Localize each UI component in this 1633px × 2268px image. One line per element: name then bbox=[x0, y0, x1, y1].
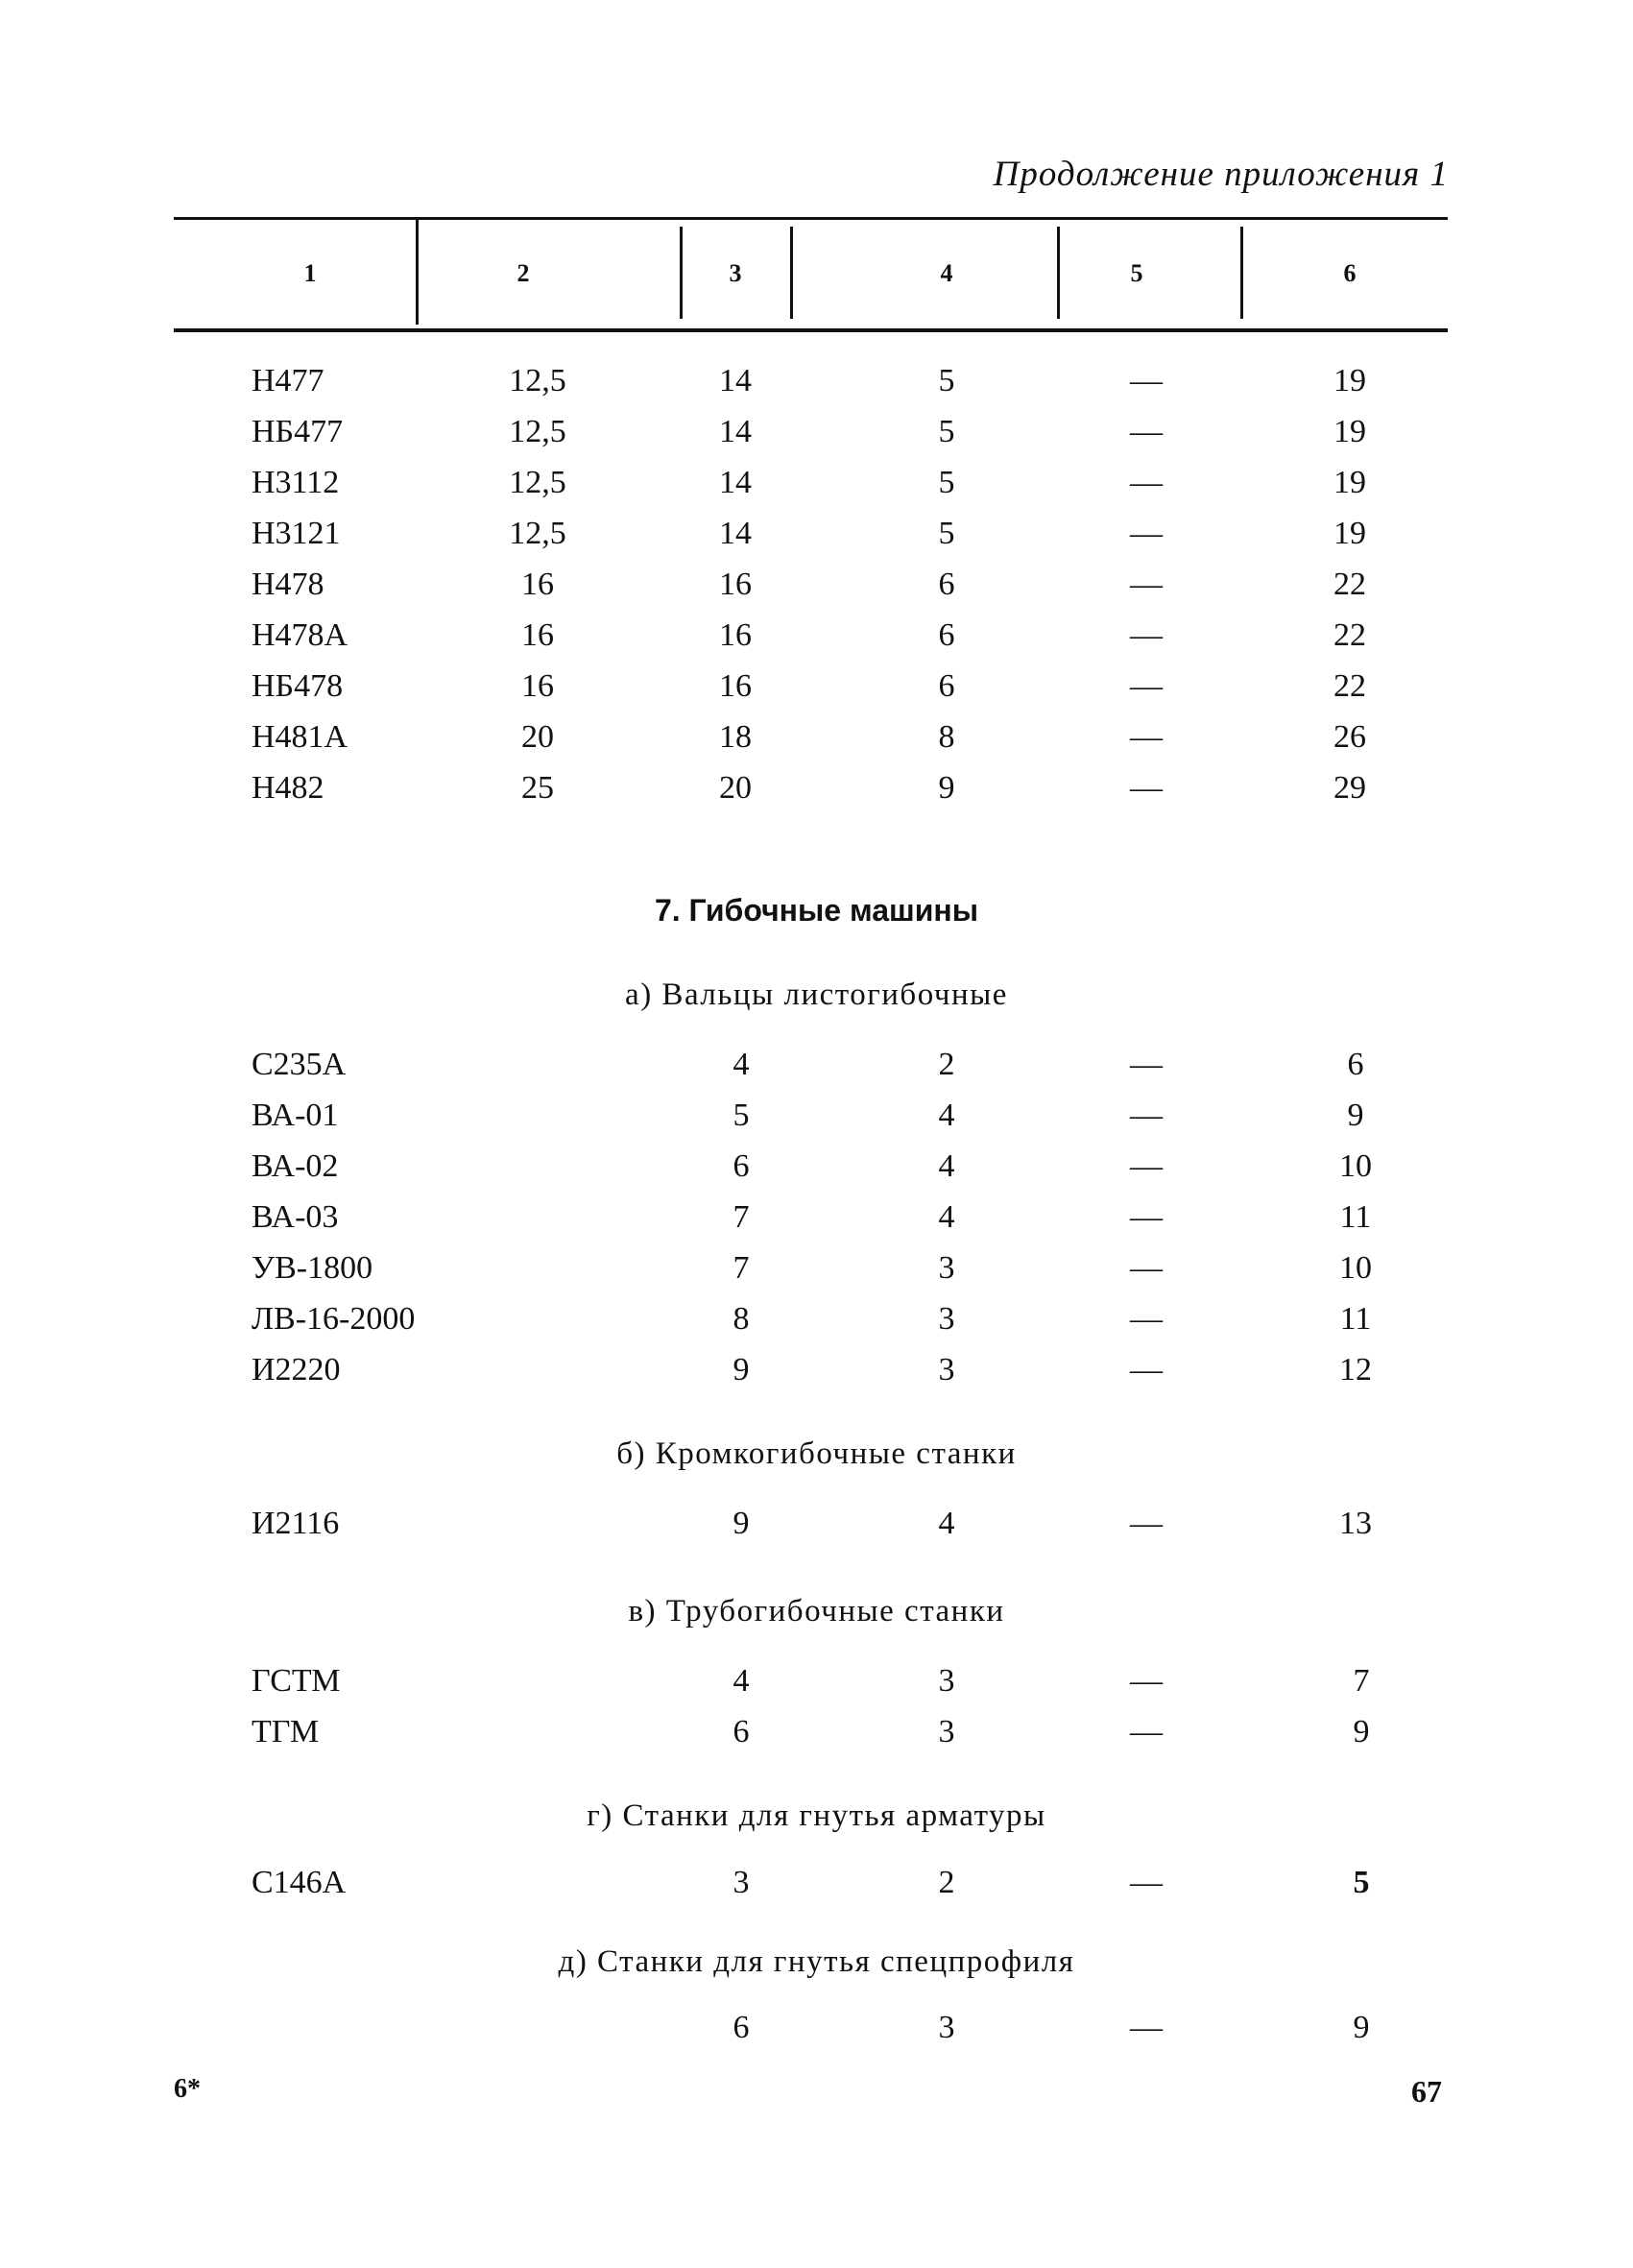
cell-col4: 4 bbox=[938, 1506, 955, 1541]
cell-col5: — bbox=[1130, 1098, 1163, 1133]
cell-col6: 9 bbox=[1347, 1098, 1364, 1133]
table-row bbox=[0, 1301, 1633, 1349]
column-header-5: 5 bbox=[1130, 259, 1143, 287]
cell-col4: 5 bbox=[938, 414, 955, 449]
cell-col5: — bbox=[1130, 719, 1163, 755]
cell-model: НБ477 bbox=[252, 414, 344, 449]
cell-col3: 4 bbox=[732, 1663, 750, 1699]
table-row bbox=[0, 465, 1633, 513]
column-header-2: 2 bbox=[516, 259, 530, 287]
cell-col6: 19 bbox=[1333, 363, 1366, 398]
cell-col6: 7 bbox=[1353, 1663, 1370, 1699]
cell-col6: 10 bbox=[1339, 1250, 1372, 1286]
cell-col6: 22 bbox=[1333, 567, 1366, 602]
cell-col5: — bbox=[1130, 2010, 1163, 2045]
subsection-title-g: г) Станки для гнутья арматуры bbox=[587, 1798, 1046, 1833]
cell-col5: — bbox=[1130, 1506, 1163, 1541]
column-divider bbox=[790, 227, 793, 319]
cell-col3: 16 bbox=[719, 567, 752, 602]
cell-col4: 3 bbox=[938, 1714, 955, 1749]
cell-col3: 9 bbox=[732, 1506, 750, 1541]
cell-col6: 19 bbox=[1333, 516, 1366, 551]
cell-model: Н3112 bbox=[252, 465, 340, 500]
cell-model: ТГМ bbox=[252, 1714, 320, 1749]
cell-model: Н482 bbox=[252, 770, 324, 806]
table-row bbox=[0, 770, 1633, 818]
cell-col4: 9 bbox=[938, 770, 955, 806]
cell-col4: 4 bbox=[938, 1199, 955, 1235]
cell-col5: — bbox=[1130, 1865, 1163, 1900]
cell-col6: 13 bbox=[1339, 1506, 1372, 1541]
cell-col3: 16 bbox=[719, 617, 752, 653]
cell-col3: 6 bbox=[732, 1714, 750, 1749]
cell-col6: 29 bbox=[1333, 770, 1366, 806]
cell-col2: 12,5 bbox=[509, 414, 566, 449]
cell-model: Н481А bbox=[252, 719, 348, 755]
cell-col6: 6 bbox=[1347, 1047, 1364, 1082]
page-number: 67 bbox=[1411, 2074, 1442, 2109]
cell-model: ВА-01 bbox=[252, 1098, 339, 1133]
cell-col4: 5 bbox=[938, 516, 955, 551]
cell-col4: 3 bbox=[938, 2010, 955, 2045]
cell-col5: — bbox=[1130, 770, 1163, 806]
table-row bbox=[0, 414, 1633, 462]
cell-col4: 3 bbox=[938, 1352, 955, 1387]
cell-col6: 22 bbox=[1333, 617, 1366, 653]
cell-col3: 7 bbox=[732, 1199, 750, 1235]
cell-col4: 2 bbox=[938, 1047, 955, 1082]
cell-col5: — bbox=[1130, 1148, 1163, 1184]
column-divider bbox=[1057, 227, 1060, 319]
cell-col4: 4 bbox=[938, 1098, 955, 1133]
cell-col3: 5 bbox=[732, 1098, 750, 1133]
cell-col3: 8 bbox=[732, 1301, 750, 1337]
cell-col6: 11 bbox=[1339, 1199, 1372, 1235]
column-divider bbox=[680, 227, 683, 319]
cell-col3: 16 bbox=[719, 668, 752, 704]
cell-col2: 16 bbox=[521, 567, 554, 602]
cell-col6: 26 bbox=[1333, 719, 1366, 755]
section-title: 7. Гибочные машины bbox=[654, 893, 979, 928]
cell-model: НБ478 bbox=[252, 668, 344, 704]
cell-col5: — bbox=[1130, 567, 1163, 602]
subsection-title-b: б) Кромкогибочные станки bbox=[616, 1436, 1017, 1471]
subsection-title-a: а) Вальцы листогибочные bbox=[625, 977, 1008, 1012]
table-row bbox=[0, 1352, 1633, 1400]
cell-col4: 3 bbox=[938, 1663, 955, 1699]
cell-col2: 12,5 bbox=[509, 516, 566, 551]
cell-model: И2220 bbox=[252, 1352, 341, 1387]
cell-col4: 5 bbox=[938, 363, 955, 398]
cell-col6: 5 bbox=[1353, 1865, 1370, 1900]
cell-col3: 7 bbox=[732, 1250, 750, 1286]
header-bottom-rule bbox=[174, 328, 1448, 332]
table-row bbox=[0, 1250, 1633, 1298]
table-row bbox=[0, 1148, 1633, 1196]
table-row bbox=[0, 1098, 1633, 1146]
cell-col4: 5 bbox=[938, 465, 955, 500]
cell-col3: 6 bbox=[732, 2010, 750, 2045]
cell-col3: 14 bbox=[719, 516, 752, 551]
table-row bbox=[0, 668, 1633, 716]
subsection-title-d: д) Станки для гнутья спецпрофиля bbox=[558, 1944, 1075, 1979]
cell-col5: — bbox=[1130, 1714, 1163, 1749]
cell-col5: — bbox=[1130, 1250, 1163, 1286]
cell-model: Н478А bbox=[252, 617, 348, 653]
table-row bbox=[0, 363, 1633, 411]
table-row bbox=[0, 1047, 1633, 1095]
table-row bbox=[0, 516, 1633, 564]
cell-col4: 3 bbox=[938, 1250, 955, 1286]
cell-col4: 2 bbox=[938, 1865, 955, 1900]
cell-col6: 11 bbox=[1339, 1301, 1372, 1337]
cell-col3: 20 bbox=[719, 770, 752, 806]
cell-col3: 6 bbox=[732, 1148, 750, 1184]
cell-col3: 14 bbox=[719, 363, 752, 398]
cell-model: Н3121 bbox=[252, 516, 341, 551]
cell-model: Н477 bbox=[252, 363, 324, 398]
column-divider bbox=[1240, 227, 1243, 319]
cell-model: С235А bbox=[252, 1047, 347, 1082]
cell-col3: 18 bbox=[719, 719, 752, 755]
cell-col6: 12 bbox=[1339, 1352, 1372, 1387]
cell-col6: 19 bbox=[1333, 465, 1366, 500]
cell-model: ЛВ-16-2000 bbox=[252, 1301, 416, 1337]
cell-col6: 10 bbox=[1339, 1148, 1372, 1184]
subsection-title-v: в) Трубогибочные станки bbox=[628, 1594, 1005, 1629]
cell-col5: — bbox=[1130, 465, 1163, 500]
cell-col4: 6 bbox=[938, 668, 955, 704]
cell-col5: — bbox=[1130, 414, 1163, 449]
cell-col5: — bbox=[1130, 363, 1163, 398]
table-row bbox=[0, 1199, 1633, 1247]
column-header-4: 4 bbox=[940, 259, 953, 287]
table-row bbox=[0, 2010, 1633, 2058]
cell-col3: 4 bbox=[732, 1047, 750, 1082]
cell-col4: 3 bbox=[938, 1301, 955, 1337]
table-row bbox=[0, 719, 1633, 767]
cell-col2: 20 bbox=[521, 719, 554, 755]
column-divider bbox=[416, 219, 419, 325]
column-header-6: 6 bbox=[1343, 259, 1357, 287]
cell-col6: 9 bbox=[1353, 2010, 1370, 2045]
continuation-caption: Продолжение приложения 1 bbox=[993, 155, 1449, 194]
cell-col4: 4 bbox=[938, 1148, 955, 1184]
table-row bbox=[0, 1714, 1633, 1762]
cell-col3: 9 bbox=[732, 1352, 750, 1387]
cell-model: С146А bbox=[252, 1865, 347, 1900]
cell-col5: — bbox=[1130, 1301, 1163, 1337]
table-row bbox=[0, 617, 1633, 665]
cell-col2: 16 bbox=[521, 617, 554, 653]
signature-mark: 6* bbox=[174, 2074, 201, 2104]
cell-col5: — bbox=[1130, 1199, 1163, 1235]
cell-col5: — bbox=[1130, 1663, 1163, 1699]
table-row bbox=[0, 1663, 1633, 1711]
cell-model: ВА-03 bbox=[252, 1199, 339, 1235]
table-row bbox=[0, 567, 1633, 615]
cell-col5: — bbox=[1130, 668, 1163, 704]
cell-col2: 12,5 bbox=[509, 465, 566, 500]
cell-col4: 6 bbox=[938, 567, 955, 602]
cell-col5: — bbox=[1130, 617, 1163, 653]
cell-col2: 12,5 bbox=[509, 363, 566, 398]
cell-model: ВА-02 bbox=[252, 1148, 339, 1184]
cell-col3: 14 bbox=[719, 465, 752, 500]
cell-model: УВ-1800 bbox=[252, 1250, 373, 1286]
table-row bbox=[0, 1865, 1633, 1913]
cell-model: ГСТМ bbox=[252, 1663, 341, 1699]
cell-col5: — bbox=[1130, 516, 1163, 551]
cell-model: Н478 bbox=[252, 567, 324, 602]
cell-col3: 3 bbox=[732, 1865, 750, 1900]
cell-col2: 16 bbox=[521, 668, 554, 704]
cell-col4: 8 bbox=[938, 719, 955, 755]
cell-model: И2116 bbox=[252, 1506, 340, 1541]
cell-col2: 25 bbox=[521, 770, 554, 806]
cell-col5: — bbox=[1130, 1352, 1163, 1387]
cell-col6: 9 bbox=[1353, 1714, 1370, 1749]
column-header-1: 1 bbox=[303, 259, 317, 287]
cell-col5: — bbox=[1130, 1047, 1163, 1082]
cell-col3: 14 bbox=[719, 414, 752, 449]
header-top-rule bbox=[174, 217, 1448, 220]
cell-col6: 19 bbox=[1333, 414, 1366, 449]
cell-col4: 6 bbox=[938, 617, 955, 653]
cell-col6: 22 bbox=[1333, 668, 1366, 704]
table-row bbox=[0, 1506, 1633, 1554]
column-header-3: 3 bbox=[729, 259, 742, 287]
